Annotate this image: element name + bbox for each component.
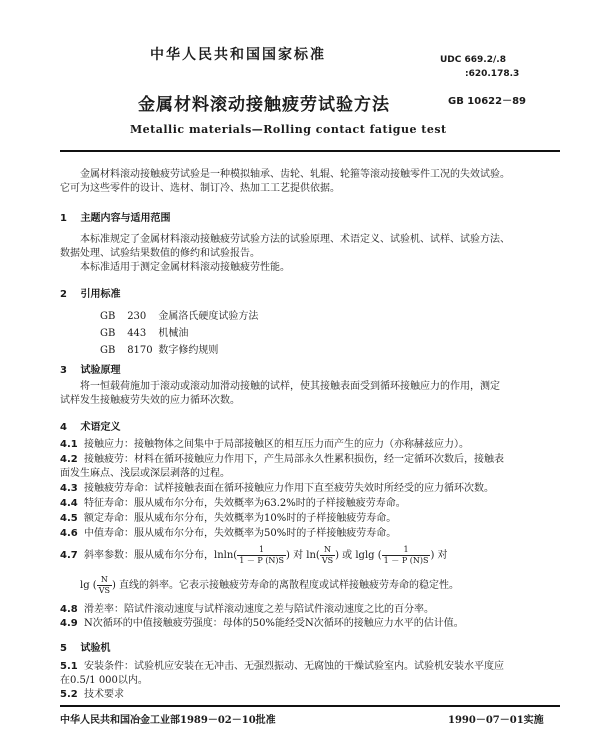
section-5-heading <box>60 639 110 654</box>
formula-text: ) 或 lglg ( <box>335 550 382 561</box>
formula-lead: 斜率参数：服从威布尔分布，lnln( <box>84 550 238 561</box>
fraction-denominator: VS <box>98 586 110 595</box>
reference-number: 230 <box>127 311 147 322</box>
item-text: 特征寿命：服从威布尔分布，失效概率为63.2%时的子样接触疲劳寿命。 <box>84 498 406 509</box>
definition-item <box>60 497 406 511</box>
item-number: 4.2 <box>60 454 78 465</box>
item-number: 4.9 <box>60 618 78 629</box>
fraction-numerator: 1 <box>382 545 431 556</box>
formula-text: ) 直线的斜率。它表示接触疲劳寿命的离散程度或试样接触疲劳寿命的稳定性。 <box>111 580 460 591</box>
item-number: 4.3 <box>60 483 78 494</box>
fraction-denominator: 1 － P (N)S <box>239 556 285 565</box>
definition-item <box>60 617 464 631</box>
document-title: 金属材料滚动接触疲劳试验方法 <box>138 95 390 115</box>
section-1-heading <box>60 209 170 224</box>
definition-item <box>60 438 469 452</box>
section-3-line-1: 将一恒载荷施加于滚动或滚动加滑动接触的试样，使其接触表面受到循环接触应力的作用，测定 <box>80 381 500 392</box>
section-4-heading <box>60 418 120 433</box>
section-title: 试验原理 <box>80 365 121 376</box>
standard-header: 中华人民共和国国家标准 <box>150 47 326 63</box>
udc-code-line1: UDC 669.2/.8 <box>440 55 506 65</box>
section-1-line-3: 本标准适用于测定金属材料滚动接触疲劳性能。 <box>80 262 290 273</box>
section-number: 1 <box>60 213 67 224</box>
fraction <box>320 545 335 566</box>
definition-item-4-7 <box>60 545 448 566</box>
item-number: 4.1 <box>60 439 78 450</box>
reference-row <box>100 341 218 356</box>
item-text: 接触应力：接触物体之间集中于局部接触区的相互压力而产生的应力（亦称赫兹应力）。 <box>84 439 469 450</box>
section-1-line-1: 本标准规定了金属材料滚动接触疲劳试验方法的试验原理、术语定义、试验机、试样、试验方法、 <box>80 234 510 245</box>
section-number: 2 <box>60 289 67 300</box>
section-number: 4 <box>60 422 67 433</box>
item-number: 4.7 <box>60 550 78 561</box>
fraction <box>97 575 112 596</box>
section-5-item-2 <box>60 688 124 702</box>
approval-line: 中华人民共和国冶金工业部1989－02－10批准 <box>60 715 276 726</box>
gb-number: GB 10622－89 <box>448 96 527 107</box>
definition-item <box>60 512 396 526</box>
definition-item-continuation: 面发生麻点、浅层或深层剥落的过程。 <box>60 468 230 479</box>
intro-line-1: 金属材料滚动接触疲劳试验是一种模拟轴承、齿轮、轧辊、轮箍等滚动接触零件工况的失效试验。 <box>80 169 510 180</box>
formula-text: ) 对 ln( <box>286 550 320 561</box>
effective-date: 1990－07－01实施 <box>448 715 544 726</box>
section-number: 3 <box>60 365 67 376</box>
document-title-english: Metallic materials—Rolling contact fatigue test <box>130 123 447 136</box>
reference-code: GB <box>100 345 116 356</box>
section-title: 引用标准 <box>80 289 121 300</box>
item-number: 5.1 <box>60 661 78 672</box>
reference-number: 8170 <box>127 345 153 356</box>
reference-name: 机械油 <box>158 328 189 339</box>
section-3-line-2: 试样发生接触疲劳失效的应力循环次数。 <box>60 395 240 406</box>
fraction-numerator: N <box>320 545 335 556</box>
section-title: 试验机 <box>80 643 111 654</box>
section-number: 5 <box>60 643 67 654</box>
reference-code: GB <box>100 328 116 339</box>
definition-item-4-7-line-2 <box>80 575 459 596</box>
item-text: 技术要求 <box>84 689 124 700</box>
reference-name: 金属洛氏硬度试验方法 <box>158 311 259 322</box>
definition-item <box>60 453 504 467</box>
item-text: N次循环的中值接触疲劳强度：母体的50%能经受N次循环的接触应力水平的估计值。 <box>84 618 464 629</box>
definition-item <box>60 603 434 617</box>
section-title: 主题内容与适用范围 <box>80 213 171 224</box>
fraction-numerator: 1 <box>237 545 286 556</box>
intro-line-2: 它可为这些零件的设计、选材、制订冷、热加工工艺提供依据。 <box>60 183 340 194</box>
item-number: 4.4 <box>60 498 78 509</box>
fraction <box>237 545 286 566</box>
udc-code-line2: :620.178.3 <box>465 69 520 79</box>
item-number: 5.2 <box>60 689 78 700</box>
section-5-item-1 <box>60 660 504 674</box>
item-number: 4.6 <box>60 528 78 539</box>
item-text: 接触疲劳寿命：试样接触表面在循环接触应力作用下直至疲劳失效时所经受的应力循环次数。 <box>84 483 494 494</box>
reference-number: 443 <box>127 328 147 339</box>
section-3-heading <box>60 361 120 376</box>
item-text: 额定寿命：服从威布尔分布，失效概率为10%时的子样接触疲劳寿命。 <box>84 513 397 524</box>
fraction-denominator: 1 － P (N)S <box>383 556 429 565</box>
item-number: 4.8 <box>60 604 78 615</box>
reference-row <box>100 324 188 339</box>
section-2-heading <box>60 285 120 300</box>
section-1-line-2: 数据处理、试验结果数值的修约和试验报告。 <box>60 248 260 259</box>
fraction-denominator: VS <box>321 556 334 565</box>
definition-item <box>60 527 396 541</box>
fraction-numerator: N <box>97 575 112 586</box>
reference-code: GB <box>100 311 116 322</box>
item-text: 安装条件：试验机应安装在无冲击、无强烈振动、无腐蚀的干燥试验室内。试验机安装水平度应 <box>84 661 504 672</box>
item-text: 接触疲劳：材料在循环接触应力作用下，产生局部永久性累积损伤，经一定循环次数后，接触表 <box>84 454 504 465</box>
section-5-item-1-continuation: 在0.5/1 000以内。 <box>60 675 148 686</box>
footer-divider <box>60 705 560 707</box>
item-number: 4.5 <box>60 513 78 524</box>
formula-text: ) 对 <box>430 550 448 561</box>
section-title: 术语定义 <box>80 422 121 433</box>
definition-item <box>60 482 494 496</box>
item-text: 滑差率：陪试件滚动速度与试样滚动速度之差与陪试件滚动速度之比的百分率。 <box>84 604 434 615</box>
reference-name: 数字修约规则 <box>158 345 219 356</box>
fraction <box>382 545 431 566</box>
item-text: 中值寿命：服从威布尔分布，失效概率为50%时的子样接触疲劳寿命。 <box>84 528 397 539</box>
formula-lead: lg ( <box>80 580 97 591</box>
reference-row <box>100 307 258 322</box>
header-divider <box>60 150 560 152</box>
